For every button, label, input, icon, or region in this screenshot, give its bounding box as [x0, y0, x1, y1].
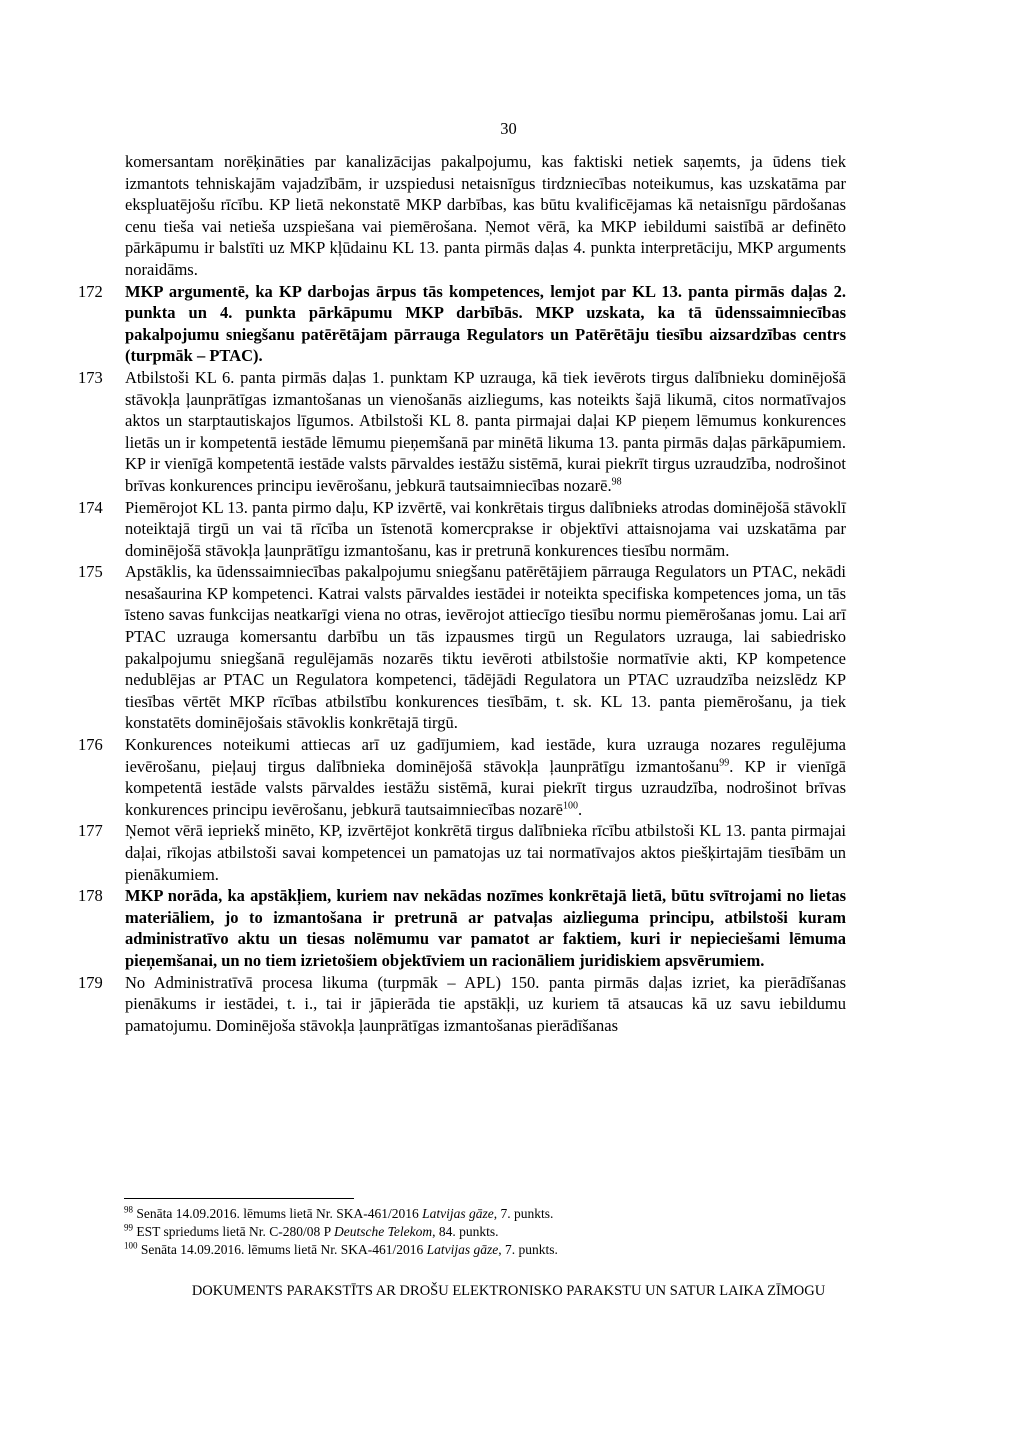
paragraph-172: [78, 281, 846, 367]
footnote-text: Senāta 14.09.2016. lēmums lietā Nr. SKA-461/2016: [137, 1242, 427, 1257]
paragraph-number: 178: [78, 886, 103, 906]
paragraph-text: [125, 367, 846, 497]
intro-paragraph: komersantam norēķināties par kanalizācijas pakalpojumu, kas faktiski netiek saņemts, ja ūdens tiek izmantots tehniskajām vajadzībām, ir uzspiedusi netaisnīgus tirdzniecības noteikumus, kas uzskatāma par ekspluatējošu rīcību. KP lietā nekonstatē MKP darbības, kas būtu kvalificējamas kā netaisnīgu pārdošanas cenu tieša vai netieša uzspiešana vai piemērošana. Ņemot vērā, ka MKP iebildumi saistībā ar definēto pārkāpumu ir balstīti uz MKP kļūdainu KL 13. panta pirmās daļas 4. punkta interpretāciju, MKP arguments noraidāms.: [125, 152, 846, 279]
paragraph-text: Apstāklis, ka ūdenssaimniecības pakalpojumu sniegšanu patērētājiem pārrauga Regulators un PTAC, nekādi nesašaurina KP kompetenci. Katrai valsts pārvaldes iestādei ir noteikta specifiska kompetences joma, un tās īsteno savas funkcijas neatkarīgi viena no otras, ievērojot attiecīgo tiesību normu piemērošanas jomu. Lai arī PTAC uzrauga komersantu darbību un tās izpausmes tirgū un Regulators uzrauga, lai sabiedrisko pakalpojumu sniegšanā regulējamās nozarēs tiktu ievēroti atbilstošie normatīvie akti, KP kompetence nedublējas ar PTAC un Regulatora kompetenci, tādējādi Regulatora un PTAC uzraudzība neizslēdz KP tiesības vērtēt MKP rīcības atbilstību konkurences tiesībām, t. sk. KL 13. panta piemērošanu, ja tiek konstatēts dominējošais stāvoklis konkrētajā tirgū.: [125, 562, 846, 733]
paragraph-body: Konkurences noteikumi attiecas arī uz gadījumiem, kad iestāde, kura uzrauga nozares regulējuma ievērošanu, pieļauj tirgus dalībnieka dominējošā stāvokļa ļaunprātīgu izmantošanu: [125, 735, 846, 776]
footnote-number: 99: [124, 1222, 133, 1233]
paragraph-text: No Administratīvā procesa likuma (turpmāk – APL) 150. panta pirmās daļas izriet, ka pierādīšanas pienākums ir iestādei, t. i., tai ir jāpierāda tie apstākļi, uz kuriem tā atsaucas kā uz savu iebildumu pamatojumu. Dominējoša stāvokļa ļaunprātīgas izmantošanas pierādīšanas: [125, 972, 846, 1035]
paragraph-body: Atbilstoši KL 6. panta pirmās daļas 1. punktam KP uzrauga, kā tiek ievērots tirgus dalībnieku dominējošā stāvokļa ļaunprātīgas izmantošanas un vienošanās aizliegums, kas noteikts šajā likumā, citos normatīvajos aktos un starptautiskajos līgumos. Atbilstoši KL 8. panta pirmajai daļai KP pieņem lēmumus konkurences lietās un ir kompetentā iestāde lēmumu pieņemšanā par minētā likuma 13. panta pirmās daļas pārkāpumiem. KP ir vienīgā kompetentā iestāde valsts pārvaldes iestāžu sistēmā, kurai piekrīt tirgus uzraudzība, nodrošinot brīvas konkurences principu ievērošanu, jebkurā tautsaimniecības nozarē.: [125, 367, 846, 495]
footnote-number: 100: [124, 1240, 138, 1251]
paragraph-body: . KP ir vienīgā kompetentā iestāde valsts pārvaldes iestāžu sistēmā, kurai piekrīt tirgus uzraudzība, nodrošinot brīvas konkurences principu ievērošanu, jebkurā tautsaimniecības nozarē: [125, 756, 846, 819]
paragraph-number: 174: [78, 497, 103, 517]
paragraph-174: [78, 497, 846, 562]
paragraph-number: 177: [78, 821, 103, 841]
footnote-98: [124, 1205, 846, 1223]
footnote-number: 98: [124, 1204, 133, 1215]
paragraph-number: 173: [78, 367, 103, 387]
footnote-99: [124, 1223, 846, 1241]
footnote-case-name: Deutsche Telekom: [334, 1224, 433, 1239]
footnote-ref[interactable]: 100: [563, 800, 578, 812]
paragraph-text: MKP argumentē, ka KP darbojas ārpus tās kompetences, lemjot par KL 13. panta pirmās daļas 2. punkta un 4. punkta pārkāpumu MKP darbībās. MKP uzskata, ka tā ūdenssaimniecības pakalpojumu sniegšanu patērētājam pārrauga Regulators un Patērētāju tiesību aizsardzības centrs (turpmāk – PTAC).: [125, 281, 846, 366]
paragraph-175: [78, 561, 846, 734]
footnote-text: Senāta 14.09.2016. lēmums lietā Nr. SKA-461/2016: [133, 1206, 423, 1221]
footnote-text: , 7. punkts.: [498, 1242, 558, 1257]
footnotes: [124, 1205, 846, 1259]
footnote-divider: [124, 1198, 354, 1199]
paragraph-number: 172: [78, 281, 103, 301]
paragraph-178: [78, 885, 846, 971]
footnote-text: , 7. punkts.: [493, 1206, 554, 1221]
footnote-ref[interactable]: 98: [611, 476, 622, 488]
paragraph-number: 176: [78, 735, 103, 755]
footnote-100: [124, 1241, 846, 1259]
paragraph-number: 179: [78, 972, 103, 992]
footnote-text: , 84. punkts.: [432, 1224, 499, 1239]
document-body: [78, 151, 846, 1036]
footnote-text: EST spriedums lietā Nr. C-280/08 P: [133, 1224, 334, 1239]
paragraph-173: [78, 367, 846, 497]
paragraph-text: Ņemot vērā iepriekš minēto, KP, izvērtējot konkrētā tirgus dalībnieka rīcību atbilstoši KL 13. panta pirmajai daļai, rīkojas atbilstoši savai kompetencei un pamatojas uz tai normatīvajos aktos piešķirtajām tiesībām un pienākumiem.: [125, 821, 846, 884]
paragraph-text: Piemērojot KL 13. panta pirmo daļu, KP izvērtē, vai konkrētais tirgus dalībnieks atrodas dominējošā stāvoklī noteiktajā tirgū un vai tā rīcība un īstenotā komercprakse ir objektīvi attaisnojama vai uzskatāma par dominējošā stāvokļa ļaunprātīgu izmantošanu, kas ir pretrunā konkurences tiesību normām.: [125, 497, 846, 560]
signature-footer: DOKUMENTS PARAKSTĪTS AR DROŠU ELEKTRONISKO PARAKSTU UN SATUR LAIKA ZĪMOGU: [191, 1283, 826, 1299]
page-number: 30: [500, 119, 517, 138]
paragraph-body: .: [578, 799, 583, 819]
paragraph-text: MKP norāda, ka apstākļiem, kuriem nav nekādas nozīmes konkrētajā lietā, būtu svītrojami no lietas materiāliem, jo to izmantošana ir pretrunā ar patvaļas aizlieguma principu, atbilstoši kuram administratīvo aktu un tiesas nolēmumu var pamatot ar faktiem, kuri ir nepieciešami lēmuma pieņemšanai, un no tiem izrietošiem objektīviem un racionāliem juridiskiem apsvērumiem.: [125, 886, 846, 970]
footnote-case-name: Latvijas gāze: [426, 1242, 499, 1257]
footnote-case-name: Latvijas gāze: [422, 1206, 494, 1221]
paragraph-176: [78, 734, 846, 820]
footnote-ref[interactable]: 99: [719, 757, 730, 769]
paragraph-number: 175: [78, 562, 103, 582]
paragraph-179: [78, 972, 846, 1037]
paragraph-177: [78, 820, 846, 885]
paragraph-text: [125, 734, 846, 820]
